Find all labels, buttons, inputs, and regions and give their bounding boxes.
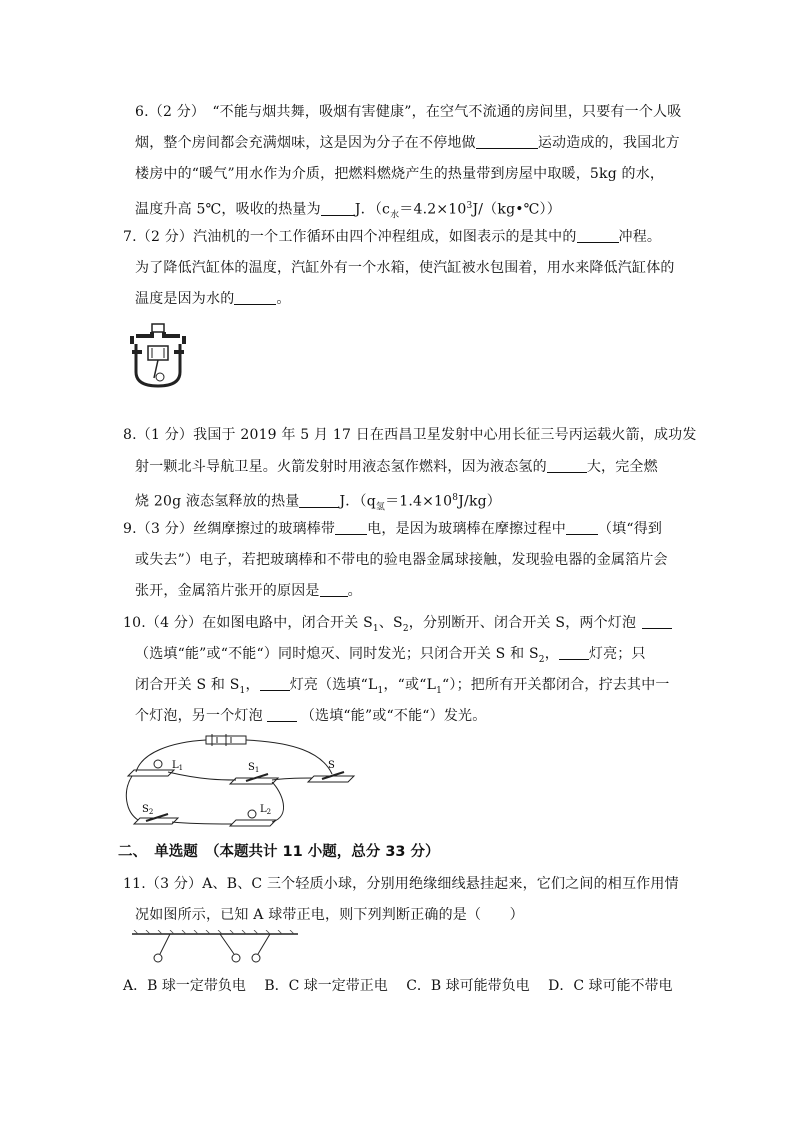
q6-sub: 水 bbox=[390, 210, 400, 221]
label-s: S bbox=[328, 760, 335, 771]
q10-text: 个灯泡，另一个灯泡 bbox=[135, 708, 263, 724]
q7-blank-2[interactable] bbox=[234, 290, 276, 305]
q10-text: “）；把所有开关都闭合，拧去其中一 bbox=[442, 677, 670, 693]
q10-text: 灯亮；只 bbox=[588, 646, 646, 662]
q8-text: 射一颗北斗导航卫星。火箭发射时用液态氢作燃料，因为液态氢的 bbox=[135, 459, 547, 475]
q7-text: 7.（2 分）汽油机的一个工作循环由四个冲程组成，如图表示的是其中的 bbox=[123, 229, 577, 245]
q6-sup: 3 bbox=[466, 201, 473, 211]
q9-blank-3[interactable] bbox=[320, 582, 348, 597]
q8-line1: 8.（1 分）我国于 2019 年 5 月 17 日在西昌卫星发射中心用长征三号丙运载火箭，成功发 bbox=[123, 427, 697, 443]
label-l2: $L_2$ bbox=[260, 804, 272, 816]
q10-sub: 2 bbox=[402, 623, 409, 634]
q7-text: 。 bbox=[276, 291, 291, 307]
q10-line2 bbox=[135, 644, 646, 670]
section-title: 二、 单选题 （本题共计 11 小题，总分 33 分） bbox=[118, 844, 440, 860]
q6-text: ＝4.2×10 bbox=[399, 201, 467, 218]
q6-line1: 6.（2 分） “不能与烟共舞，吸烟有害健康”，在空气不流通的房间里，只要有一个人吸 bbox=[135, 104, 682, 120]
lamp-l2-icon bbox=[248, 810, 256, 818]
q10-text: ，“或“L bbox=[383, 677, 437, 693]
q6-blank-1[interactable] bbox=[476, 134, 538, 149]
q10-text: （选填“能”或“不能“）发光。 bbox=[300, 708, 487, 724]
q10-blank-3[interactable] bbox=[260, 676, 290, 691]
switch-s2-base bbox=[134, 818, 178, 824]
q11-choices bbox=[123, 975, 687, 995]
q8-text: J/kg） bbox=[458, 493, 501, 510]
choice-d[interactable]: D．C 球可能不带电 bbox=[548, 978, 673, 994]
label-s1: $S_1$ bbox=[248, 762, 260, 774]
q10-text: 灯亮（选填“L bbox=[289, 677, 378, 693]
q9-line1 bbox=[123, 519, 662, 539]
q8-sub: 氢 bbox=[375, 502, 386, 513]
q9-blank-2[interactable] bbox=[566, 520, 598, 535]
q10-line1 bbox=[123, 613, 672, 639]
ball-a-icon bbox=[154, 954, 162, 962]
lamp-l1-base bbox=[128, 770, 174, 776]
q10-blank-4[interactable] bbox=[267, 707, 297, 722]
q10-sub: 1 bbox=[239, 685, 246, 696]
q6-text: J/（kg•℃）） bbox=[472, 201, 561, 218]
q7-line1 bbox=[123, 227, 661, 247]
q10-blank-1[interactable] bbox=[642, 614, 672, 629]
balls-figure bbox=[130, 930, 300, 966]
q7-text: 冲程。 bbox=[618, 229, 662, 245]
circuit-diagram bbox=[122, 732, 362, 832]
lamp-l2-base bbox=[230, 820, 276, 826]
choice-b[interactable]: B．C 球一定带正电 bbox=[264, 978, 388, 994]
q10-line3 bbox=[135, 675, 670, 701]
q8-blank-1[interactable] bbox=[547, 458, 587, 473]
q8-text: 烧 20g 液态氢释放的热量 bbox=[135, 493, 300, 510]
q10-text: 、S bbox=[378, 615, 403, 631]
choice-a[interactable]: A．B 球一定带负电 bbox=[123, 978, 246, 994]
q10-text: 10.（4 分）在如图电路中，闭合开关 S bbox=[123, 615, 373, 631]
choice-c[interactable]: C．B 球可能带负电 bbox=[406, 978, 530, 994]
q11-line1: 11.（3 分）A、B、C 三个轻质小球，分别用绝缘细线悬挂起来，它们之间的相互作用情 bbox=[123, 876, 679, 892]
q8-text: ＝1.4×10 bbox=[385, 493, 453, 510]
q10-text: ，分别断开、闭合开关 S，两个灯泡 bbox=[408, 615, 637, 631]
q6-line4 bbox=[135, 196, 561, 225]
q10-text: 闭合开关 S 和 S bbox=[135, 677, 240, 693]
q9-text: 张开，金属箔片张开的原因是 bbox=[135, 583, 320, 599]
q10-sub: 2 bbox=[538, 654, 545, 665]
q11-line2: 况如图所示，已知 A 球带正电，则下列判断正确的是（ ） bbox=[135, 907, 524, 923]
q10-sub: 1 bbox=[372, 623, 379, 634]
q6-text: 温度升高 5℃，吸收的热量为 bbox=[135, 201, 321, 218]
q6-blank-2[interactable] bbox=[321, 201, 355, 216]
q7-line2: 为了降低汽缸体的温度，汽缸外有一个水箱，使汽缸被水包围着，用水来降低汽缸体的 bbox=[135, 260, 675, 276]
q10-sub: 1 bbox=[436, 685, 443, 696]
q6-line3: 楼房中的“暖气”用水作为介质，把燃料燃烧产生的热量带到房屋中取暖，5kg 的水， bbox=[135, 166, 665, 182]
q9-text: 9.（3 分）丝绸摩擦过的玻璃棒带 bbox=[123, 521, 336, 537]
q10-text: ， bbox=[245, 677, 260, 693]
q9-text: （填“得到 bbox=[597, 521, 663, 537]
q7-blank-1[interactable] bbox=[577, 228, 619, 243]
q8-blank-2[interactable] bbox=[299, 493, 339, 508]
q10-text: ， bbox=[544, 646, 559, 662]
q8-line3 bbox=[135, 488, 501, 517]
q8-text: J．（q bbox=[339, 493, 376, 510]
q8-text: 大，完全燃 bbox=[586, 459, 658, 475]
q9-line2: 或失去”）电子，若把玻璃棒和不带电的验电器金属球接触，发现验电器的金属箔片会 bbox=[135, 552, 668, 568]
q9-blank-1[interactable] bbox=[335, 520, 367, 535]
q10-blank-2[interactable] bbox=[559, 645, 589, 660]
q10-text: （选填“能”或“不能“）同时熄灭、同时发光；只闭合开关 S 和 S bbox=[135, 646, 539, 662]
ball-b-icon bbox=[232, 954, 240, 962]
q6-text: J．（c bbox=[354, 201, 391, 218]
q8-line2 bbox=[135, 457, 658, 477]
q9-line3 bbox=[135, 581, 362, 601]
q7-line3 bbox=[135, 289, 291, 309]
engine-cylinder-figure bbox=[130, 322, 186, 388]
q6-text: 运动造成的，我国北方 bbox=[537, 135, 680, 151]
q8-sup: 8 bbox=[452, 493, 459, 503]
q6-line2 bbox=[135, 133, 680, 153]
q9-text: 。 bbox=[347, 583, 362, 599]
ball-c-icon bbox=[252, 954, 260, 962]
lamp-l1-icon bbox=[154, 760, 162, 768]
q9-text: 电，是因为玻璃棒在摩擦过程中 bbox=[367, 521, 566, 537]
q10-sub: 1 bbox=[377, 685, 384, 696]
label-s2: $S_2$ bbox=[142, 804, 154, 816]
q10-line4 bbox=[135, 706, 486, 726]
label-l1: $L_1$ bbox=[172, 760, 184, 772]
q6-text: 烟，整个房间都会充满烟味，这是因为分子在不停地做 bbox=[135, 135, 476, 151]
q7-text: 温度是因为水的 bbox=[135, 291, 235, 307]
